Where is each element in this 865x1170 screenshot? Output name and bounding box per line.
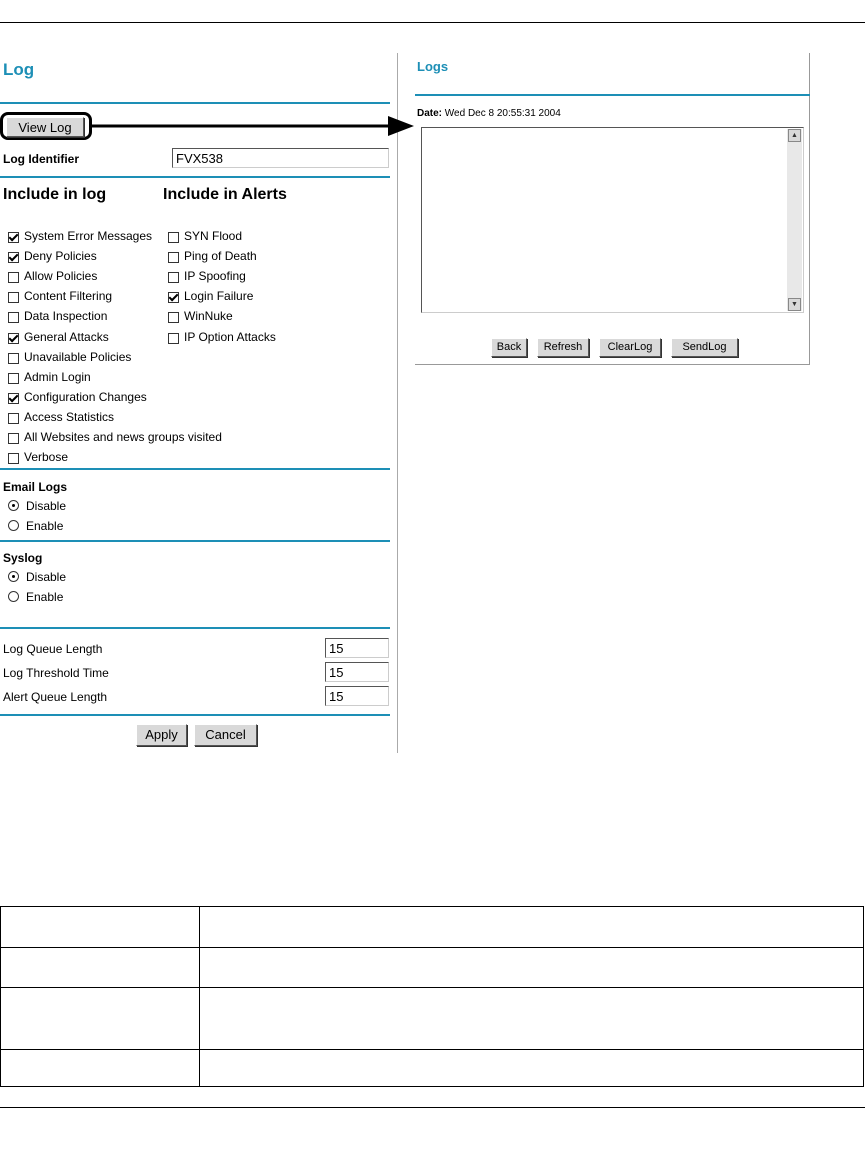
refresh-button[interactable]: Refresh [537, 338, 589, 357]
log-queue-length-input[interactable] [325, 638, 389, 658]
log-item-label: Unavailable Policies [24, 349, 132, 364]
table-cell [200, 988, 864, 1050]
log-item-checkbox[interactable] [8, 333, 19, 344]
log-item-label: Deny Policies [24, 249, 97, 264]
log-item-checkbox[interactable] [8, 272, 19, 283]
log-threshold-time-label: Log Threshold Time [3, 666, 109, 680]
include-in-log-header: Include in log [3, 186, 107, 203]
log-item-checkbox[interactable] [8, 353, 19, 364]
rule [0, 540, 390, 542]
log-item-label: Configuration Changes [24, 389, 147, 404]
log-item-label: Content Filtering [24, 289, 113, 304]
date-label: Date: [417, 108, 443, 119]
log-item-checkbox[interactable] [8, 232, 19, 243]
logs-viewer-panel [415, 53, 810, 365]
log-settings-panel [0, 53, 398, 753]
table-cell [1, 1050, 200, 1087]
email-logs-title: Email Logs [3, 480, 68, 494]
alert-item-label: Login Failure [184, 289, 254, 304]
clear-log-button[interactable]: ClearLog [599, 338, 661, 357]
log-item-checkbox[interactable] [8, 393, 19, 404]
view-log-button[interactable]: View Log [6, 117, 84, 137]
apply-button[interactable]: Apply [136, 724, 187, 746]
rule [0, 176, 390, 178]
table-cell [200, 907, 864, 948]
log-date [417, 108, 561, 119]
log-item-checkbox[interactable] [8, 373, 19, 384]
log-item-checkbox[interactable] [8, 433, 19, 444]
syslog-title: Syslog [3, 551, 43, 565]
logs-title: Logs [417, 59, 449, 74]
table-cell [1, 948, 200, 988]
log-queue-length-label: Log Queue Length [3, 642, 103, 656]
syslog-enable-radio[interactable] [8, 591, 19, 602]
syslog-disable-radio[interactable] [8, 571, 19, 582]
table-row [1, 907, 864, 948]
log-item-label: Admin Login [24, 369, 91, 384]
scroll-down-icon[interactable]: ▼ [788, 298, 801, 311]
table-row [1, 988, 864, 1050]
page-bottom-rule [0, 1107, 865, 1108]
log-textarea[interactable] [421, 127, 804, 313]
scroll-up-icon[interactable]: ▲ [788, 129, 801, 142]
log-identifier-label: Log Identifier [3, 152, 79, 166]
rule [0, 468, 390, 470]
log-identifier-input[interactable] [172, 148, 389, 168]
panel-border [397, 53, 398, 753]
rule [0, 714, 390, 716]
alert-item-checkbox[interactable] [168, 312, 179, 323]
cancel-button[interactable]: Cancel [194, 724, 257, 746]
log-item-label: General Attacks [24, 329, 109, 344]
table-cell [200, 948, 864, 988]
alert-item-label: SYN Flood [184, 229, 243, 243]
log-item-checkbox[interactable] [8, 312, 19, 323]
email-logs-enable-radio[interactable] [8, 520, 19, 531]
log-item-label: Data Inspection [24, 309, 108, 324]
table-cell [200, 1050, 864, 1087]
include-in-alerts-header: Include in Alerts [163, 186, 287, 203]
table-cell [1, 907, 200, 948]
page-title: Log [3, 60, 35, 79]
page-top-rule [0, 22, 865, 23]
back-button[interactable]: Back [491, 338, 527, 357]
alert-item-label: Ping of Death [184, 249, 257, 264]
logs-title-rule [415, 94, 810, 96]
log-item-checkbox[interactable] [8, 453, 19, 464]
log-item-label: System Error Messages [24, 229, 153, 243]
alert-item-checkbox[interactable] [168, 333, 179, 344]
syslog-disable-label: Disable [26, 570, 67, 584]
log-item-label: Allow Policies [24, 269, 98, 284]
title-rule [0, 102, 390, 104]
alert-item-checkbox[interactable] [168, 272, 179, 283]
table-cell [1, 988, 200, 1050]
description-table [0, 906, 864, 1087]
log-scrollbar[interactable] [787, 129, 802, 311]
alert-item-checkbox[interactable] [168, 252, 179, 263]
alert-item-label: IP Spoofing [184, 269, 246, 284]
log-item-checkbox[interactable] [8, 292, 19, 303]
alert-item-label: IP Option Attacks [184, 329, 276, 344]
log-item-checkbox[interactable] [8, 252, 19, 263]
alert-queue-length-label: Alert Queue Length [3, 690, 108, 704]
date-value: Wed Dec 8 20:55:31 2004 [444, 108, 561, 119]
log-item-label: Access Statistics [24, 409, 115, 424]
arrow-connector [92, 114, 417, 138]
alert-item-label: WinNuke [184, 309, 233, 324]
log-threshold-time-input[interactable] [325, 662, 389, 682]
email-logs-disable-label: Disable [26, 499, 67, 513]
alert-queue-length-input[interactable] [325, 686, 389, 706]
send-log-button[interactable]: SendLog [671, 338, 738, 357]
log-item-label: Verbose [24, 450, 69, 465]
log-item-label: All Websites and news groups visited [24, 430, 222, 444]
email-logs-enable-label: Enable [26, 519, 64, 533]
alert-item-checkbox[interactable] [168, 292, 179, 303]
syslog-enable-label: Enable [26, 590, 64, 604]
email-logs-disable-radio[interactable] [8, 500, 19, 511]
table-row [1, 1050, 864, 1087]
rule [0, 627, 390, 629]
table-row [1, 948, 864, 988]
alert-item-checkbox[interactable] [168, 232, 179, 243]
log-item-checkbox[interactable] [8, 413, 19, 424]
